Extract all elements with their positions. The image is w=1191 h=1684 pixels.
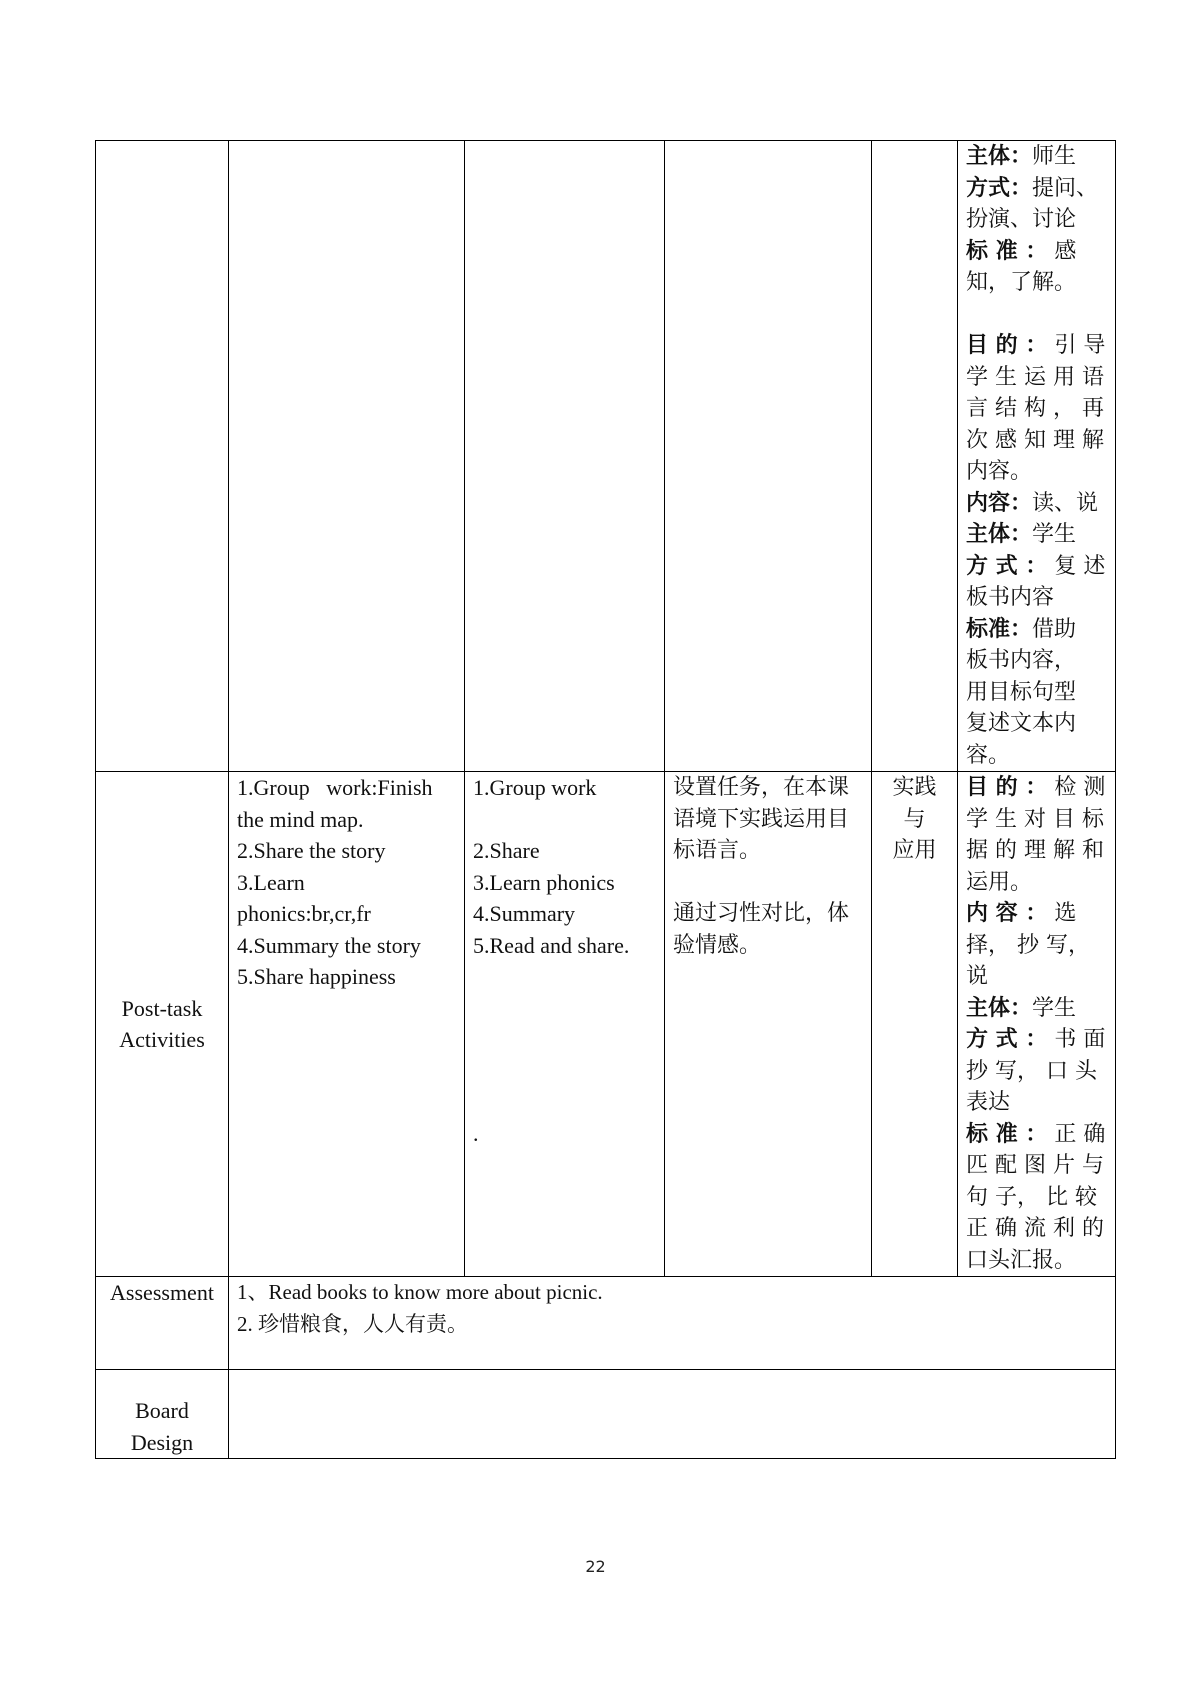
eval-line-5: 知，了解。 — [966, 270, 1077, 295]
design-intent-line: 标语言。 — [673, 838, 762, 863]
design-intent-line: 验情感。 — [673, 932, 762, 958]
eval-line-3: 扮演、讨论 — [966, 207, 1077, 232]
eval-line: 说 — [966, 964, 989, 989]
design-intent-line: 设置任务，在本课 — [673, 775, 850, 800]
lesson-plan-table — [95, 140, 1116, 1459]
assessment-content-cell — [229, 1277, 1116, 1370]
eval-line-14: 板书内容 — [966, 585, 1055, 610]
eval-line-1: 主体：师生 — [966, 144, 1077, 169]
level-line: 与 — [903, 806, 926, 832]
level-line: 实践 — [892, 775, 937, 800]
eval-line-4: 标 准 ： 感 — [966, 238, 1077, 264]
level-cell — [872, 772, 958, 1277]
teacher-activity-cell — [229, 772, 465, 1277]
eval-line-6: 目 的 ： 引 导 — [966, 333, 1106, 358]
table-row-board-design — [96, 1370, 1116, 1459]
eval-line: 正 确 流 利 的 — [966, 1216, 1104, 1241]
eval-line: 主体：学生 — [966, 995, 1077, 1021]
level-cell-empty — [872, 141, 958, 772]
eval-line-10: 内容。 — [966, 459, 1033, 484]
eval-line-9: 次 感 知 理 解 — [966, 427, 1104, 453]
table-row-continuation — [96, 141, 1116, 772]
page-number: 22 — [585, 1557, 606, 1576]
student-activity-line: 3.Learn phonics — [473, 869, 615, 895]
teacher-activity-line: 5.Share happiness — [237, 964, 396, 989]
eval-line-15: 标准：借助 — [966, 616, 1077, 642]
assessment-line-2: 2. 珍惜粮食，人人有责。 — [237, 1311, 468, 1336]
eval-line-17: 用目标句型 — [966, 679, 1077, 705]
eval-line-11: 内容：读、说 — [966, 490, 1099, 516]
assessment-line-1: 1、Read books to know more about picnic. — [237, 1280, 603, 1304]
eval-line-8: 言 结 构 ， 再 — [966, 396, 1104, 421]
teacher-activity-line: 1.Group work:Finish — [237, 775, 433, 800]
eval-line-16: 板书内容， — [966, 648, 1077, 673]
teacher-activity-line: 3.Learn — [237, 869, 305, 895]
table-row-assessment — [96, 1277, 1116, 1370]
eval-line: 目 的 ： 检 测 — [966, 775, 1106, 800]
teacher-activity-line: phonics:br,cr,fr — [237, 901, 371, 926]
teacher-activity-line: 2.Share the story — [237, 838, 386, 863]
student-activity-line: 2.Share — [473, 838, 540, 863]
teacher-activity-line: 4.Summary the story — [237, 932, 421, 958]
eval-line: 择， 抄 写， — [966, 932, 1090, 958]
student-activity-line: 4.Summary — [473, 901, 576, 926]
stage-label-line1: Post-task — [121, 995, 203, 1021]
student-activity-dot: . — [473, 1121, 479, 1146]
stage-cell-empty — [96, 141, 229, 772]
eval-line-7: 学 生 运 用 语 — [966, 364, 1104, 390]
table-row-post-task — [96, 772, 1116, 1277]
eval-line: 内 容 ： 选 — [966, 901, 1077, 926]
eval-line: 标 准 ： 正 确 — [966, 1121, 1106, 1147]
eval-line: 运用。 — [966, 869, 1033, 895]
board-design-content-cell — [229, 1370, 1116, 1459]
eval-line-2: 方式：提问、 — [966, 175, 1099, 201]
eval-line: 据 的 理 解 和 — [966, 838, 1104, 863]
stage-cell-post-task — [96, 772, 229, 1277]
teacher-activity-cell-empty — [229, 141, 465, 772]
level-line: 应用 — [892, 838, 937, 863]
design-intent-cell-empty — [665, 141, 872, 772]
eval-line: 匹 配 图 片 与 — [966, 1153, 1104, 1178]
student-activity-line: 5.Read and share. — [473, 932, 630, 958]
eval-line: 方 式 ： 书 面 — [966, 1027, 1106, 1052]
assessment-label-cell — [96, 1277, 229, 1370]
eval-line: 抄 写， 口 头 — [966, 1058, 1097, 1084]
teacher-activity-line: the mind map. — [237, 806, 364, 832]
eval-line: 句 子， 比 较 — [966, 1184, 1097, 1210]
design-intent-cell — [665, 772, 872, 1277]
student-activity-line: 1.Group work — [473, 775, 597, 800]
eval-line: 口头汇报。 — [966, 1247, 1077, 1273]
eval-line: 学 生 对 目 标 — [966, 806, 1104, 832]
student-activity-cell-empty — [465, 141, 665, 772]
evaluation-cell-continued — [958, 141, 1116, 772]
eval-line-13: 方 式 ： 复 述 — [966, 553, 1106, 579]
stage-label-line2: Activities — [119, 1027, 205, 1052]
design-intent-line: 通过习性对比，体 — [673, 901, 850, 926]
board-design-label-cell — [96, 1370, 229, 1459]
eval-line: 表达 — [966, 1090, 1011, 1115]
evaluation-cell — [958, 772, 1116, 1277]
board-label-line2: Design — [130, 1429, 194, 1455]
eval-line-18: 复述文本内 — [966, 711, 1077, 736]
design-intent-line: 语境下实践运用目 — [673, 806, 850, 832]
eval-line-12: 主体：学生 — [966, 522, 1077, 547]
eval-line-19: 容。 — [966, 742, 1011, 768]
board-label-line1: Board — [135, 1398, 189, 1423]
assessment-label: Assessment — [110, 1280, 214, 1305]
student-activity-cell — [465, 772, 665, 1277]
